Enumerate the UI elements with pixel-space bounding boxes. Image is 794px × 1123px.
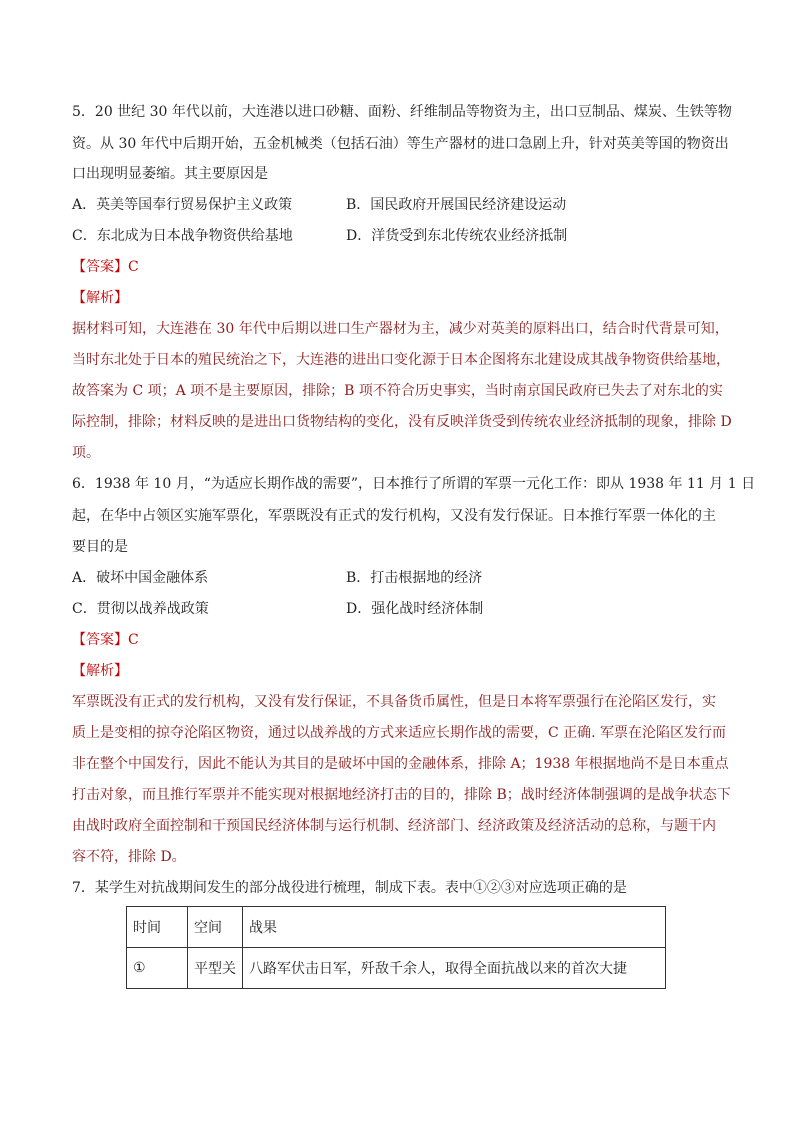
q6-stem-line-3: 要目的是 [72,539,128,555]
q6-analysis-line-5: 由战时政府全面控制和干预国民经济体制与运行机制、经济部门、经济政策及经济活动的总称，与题干内 [72,818,716,834]
table-row [127,948,666,989]
q6-option-b: B．打击根据地的经济 [346,570,483,586]
battle-table [126,906,666,989]
q5-option-c: C．东北成为日本战争物资供给基地 [72,228,293,244]
q5-answer: 【答案】C [72,259,139,275]
q5-stem-line-3: 口出现明显萎缩。其主要原因是 [72,166,268,182]
q6-analysis-line-2: 质上是变相的掠夺沦陷区物资，通过以战养战的方式来适应长期作战的需要，C 正确. 军票在沦陷区发行而 [72,725,727,741]
q5-analysis-line-4: 际控制，排除；材料反映的是进出口货物结构的变化，没有反映洋货受到传统农业经济抵制的现象，排除 D [72,414,732,430]
q5-option-d: D．洋货受到东北传统农业经济抵制 [346,228,568,244]
q6-option-a: A．破坏中国金融体系 [72,570,209,586]
q6-analysis-line-1: 军票既没有正式的发行机构，又没有发行保证，不具备货币属性，但是日本将军票强行在沦陷区发行，实 [72,694,716,710]
q7-stem: 7．某学生对抗战期间发生的部分战役进行梳理，制成下表。表中①②③对应选项正确的是 [72,880,627,896]
table-header-row [127,907,666,948]
q5-analysis-line-3: 故答案为 C 项；A 项不是主要原因，排除；B 项不符合历史事实，当时南京国民政府已失去了对东北的实 [72,383,723,399]
q5-option-a: A．英美等国奉行贸易保护主义政策 [72,197,293,213]
q6-stem-line-2: 起，在华中占领区实施军票化，军票既没有正式的发行机构，又没有发行保证。日本推行军票一体化的主 [72,508,716,524]
q5-option-b: B．国民政府开展国民经济建设运动 [346,197,567,213]
q5-analysis-label: 【解析】 [72,290,128,306]
q5-analysis-line-5: 项。 [72,445,100,461]
q6-option-c: C．贯彻以战养战政策 [72,601,209,617]
table-cell-time: ① [127,948,188,989]
q6-analysis-line-3: 非在整个中国发行，因此不能认为其目的是破坏中国的金融体系，排除 A；1938 年根据地尚不是日本重点 [72,756,729,772]
table-header-time: 时间 [127,907,188,948]
q6-option-d: D．强化战时经济体制 [346,601,484,617]
q6-stem-line-1: 6．1938 年 10 月，“为适应长期作战的需要”，日本推行了所谓的军票一元化工作：即从 1938 年 11 月 1 日 [72,476,756,492]
table-header-place: 空间 [188,907,243,948]
table-header-result: 战果 [243,907,666,948]
q6-analysis-line-6: 容不符，排除 D。 [72,849,186,865]
q5-analysis-line-1: 据材料可知，大连港在 30 年代中后期以进口生产器材为主，减少对英美的原料出口，结合时代背景可知， [72,321,729,337]
q6-analysis-line-4: 打击对象，而且推行军票并不能实现对根据地经济打击的目的，排除 B；战时经济体制强调的是战争状态下 [72,787,731,803]
q5-analysis-line-2: 当时东北处于日本的殖民统治之下，大连港的进出口变化源于日本企图将东北建设成其战争物资供给基地， [72,352,730,368]
q5-stem-line-1: 5．20 世纪 30 年代以前，大连港以进口砂糖、面粉、纤维制品等物资为主，出口豆制品、煤炭、生铁等物 [72,104,732,120]
q5-stem-line-2: 资。从 30 年代中后期开始，五金机械类（包括石油）等生产器材的进口急剧上升，针对英美等国的物资出 [72,136,729,152]
table-cell-place: 平型关 [188,948,243,989]
q6-answer: 【答案】C [72,632,139,648]
table-cell-result: 八路军伏击日军，歼敌千余人，取得全面抗战以来的首次大捷 [243,948,666,989]
q6-analysis-label: 【解析】 [72,663,128,679]
